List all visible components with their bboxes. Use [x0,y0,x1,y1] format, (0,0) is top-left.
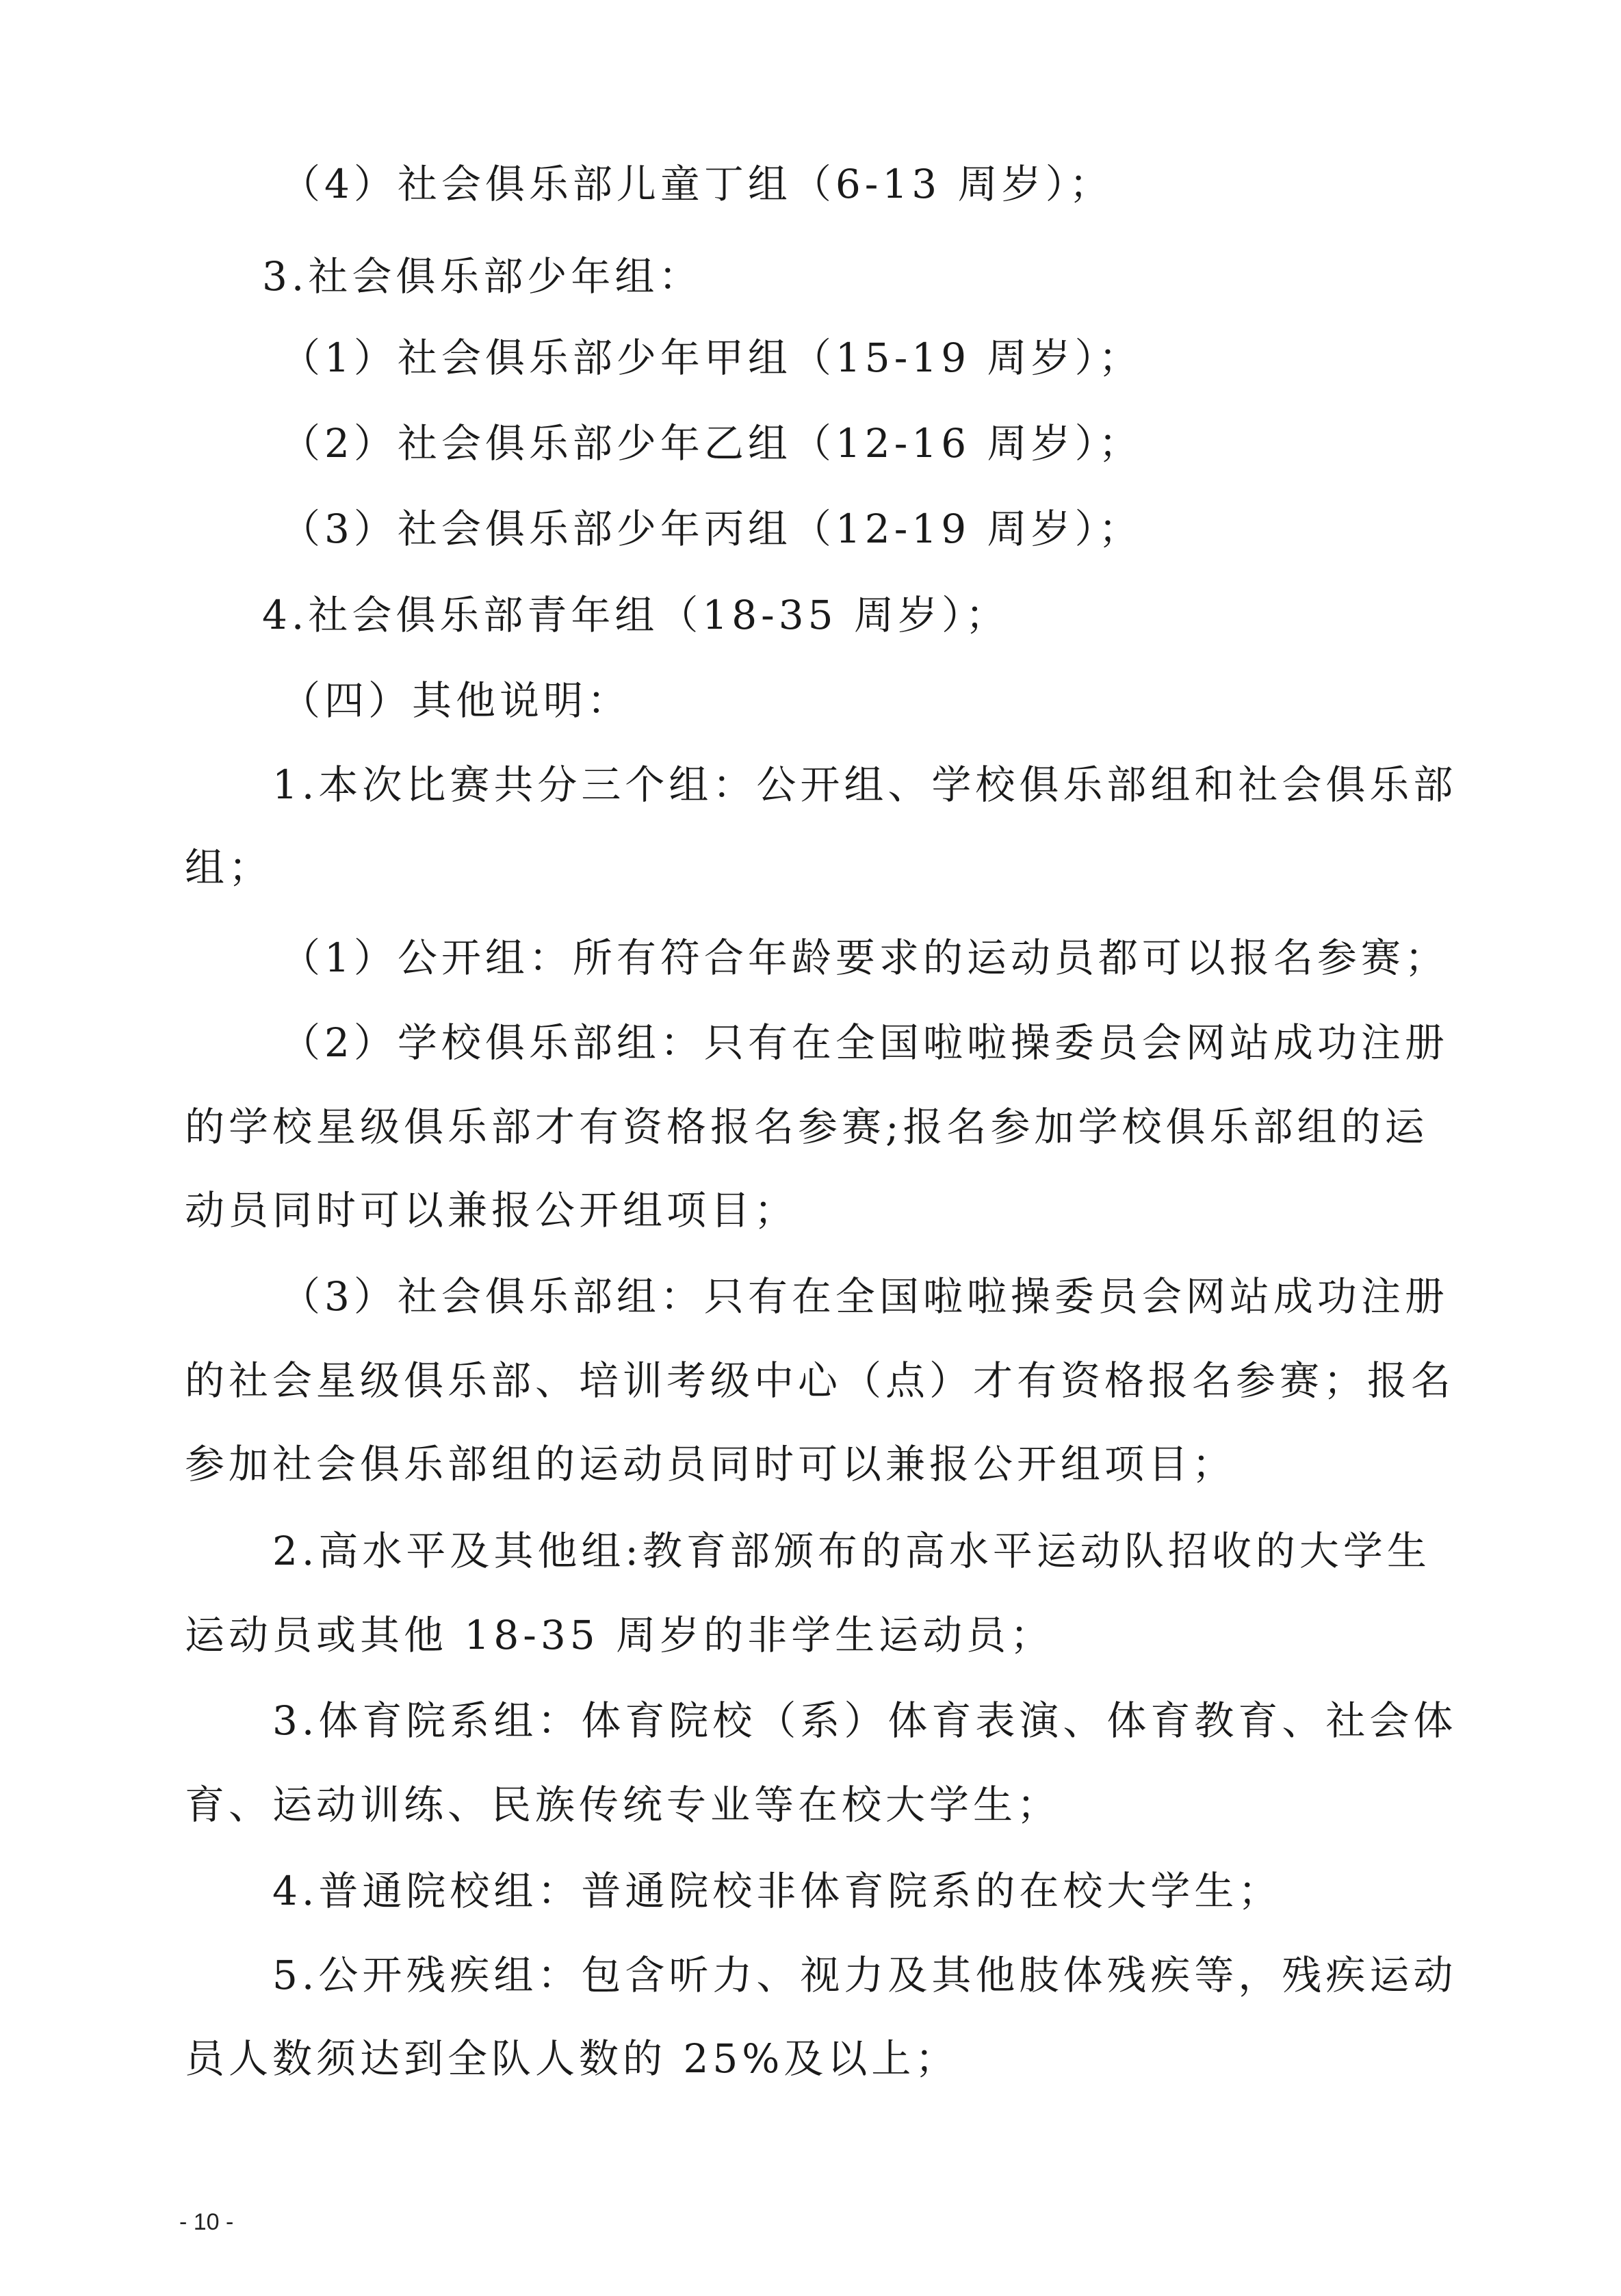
text-line-7: （四）其他说明： [281,677,632,724]
text-line-2: 3.社会俱乐部少年组： [262,253,703,300]
text-line-12: 的学校星级俱乐部才有资格报名参赛;报名参加学校俱乐部组的运 [185,1104,1429,1150]
text-line-6: 4.社会俱乐部青年组（18-35 周岁）； [262,592,1009,638]
text-line-21: 4.普通院校组：普通院校非体育院系的在校大学生； [272,1868,1282,1914]
text-line-3: （1）社会俱乐部少年甲组（15-19 周岁）； [281,335,1143,381]
page-number: - 10 - [179,2209,234,2235]
text-line-11: （2）学校俱乐部组：只有在全国啦啦操委员会网站成功注册 [281,1019,1449,1066]
text-line-13: 动员同时可以兼报公开组项目； [185,1187,799,1234]
text-line-16: 参加社会俱乐部组的运动员同时可以兼报公开组项目； [185,1441,1236,1487]
text-line-1: （4）社会俱乐部儿童丁组（6-13 周岁）； [281,161,1113,207]
text-line-14: （3）社会俱乐部组：只有在全国啦啦操委员会网站成功注册 [281,1273,1449,1320]
text-line-5: （3）社会俱乐部少年丙组（12-19 周岁）； [281,506,1143,552]
text-line-20: 育、运动训练、民族传统专业等在校大学生； [185,1782,1061,1828]
text-line-18: 运动员或其他 18-35 周岁的非学生运动员； [185,1612,1054,1658]
text-line-4: （2）社会俱乐部少年乙组（12-16 周岁）； [281,420,1143,467]
text-line-22: 5.公开残疾组：包含听力、视力及其他肢体残疾等，残疾运动 [272,1952,1457,1998]
text-line-9: 组； [185,844,273,891]
text-line-17: 2.高水平及其他组:教育部颁布的高水平运动队招收的大学生 [272,1528,1431,1574]
text-line-19: 3.体育院系组：体育院校（系）体育表演、体育教育、社会体 [272,1697,1457,1744]
text-line-15: 的社会星级俱乐部、培训考级中心（点）才有资格报名参赛；报名 [185,1357,1455,1404]
text-line-10: （1）公开组：所有符合年龄要求的运动员都可以报名参赛； [281,935,1449,981]
text-line-8: 1.本次比赛共分三个组：公开组、学校俱乐部组和社会俱乐部 [272,761,1457,808]
text-line-23: 员人数须达到全队人数的 25%及以上； [185,2035,959,2082]
